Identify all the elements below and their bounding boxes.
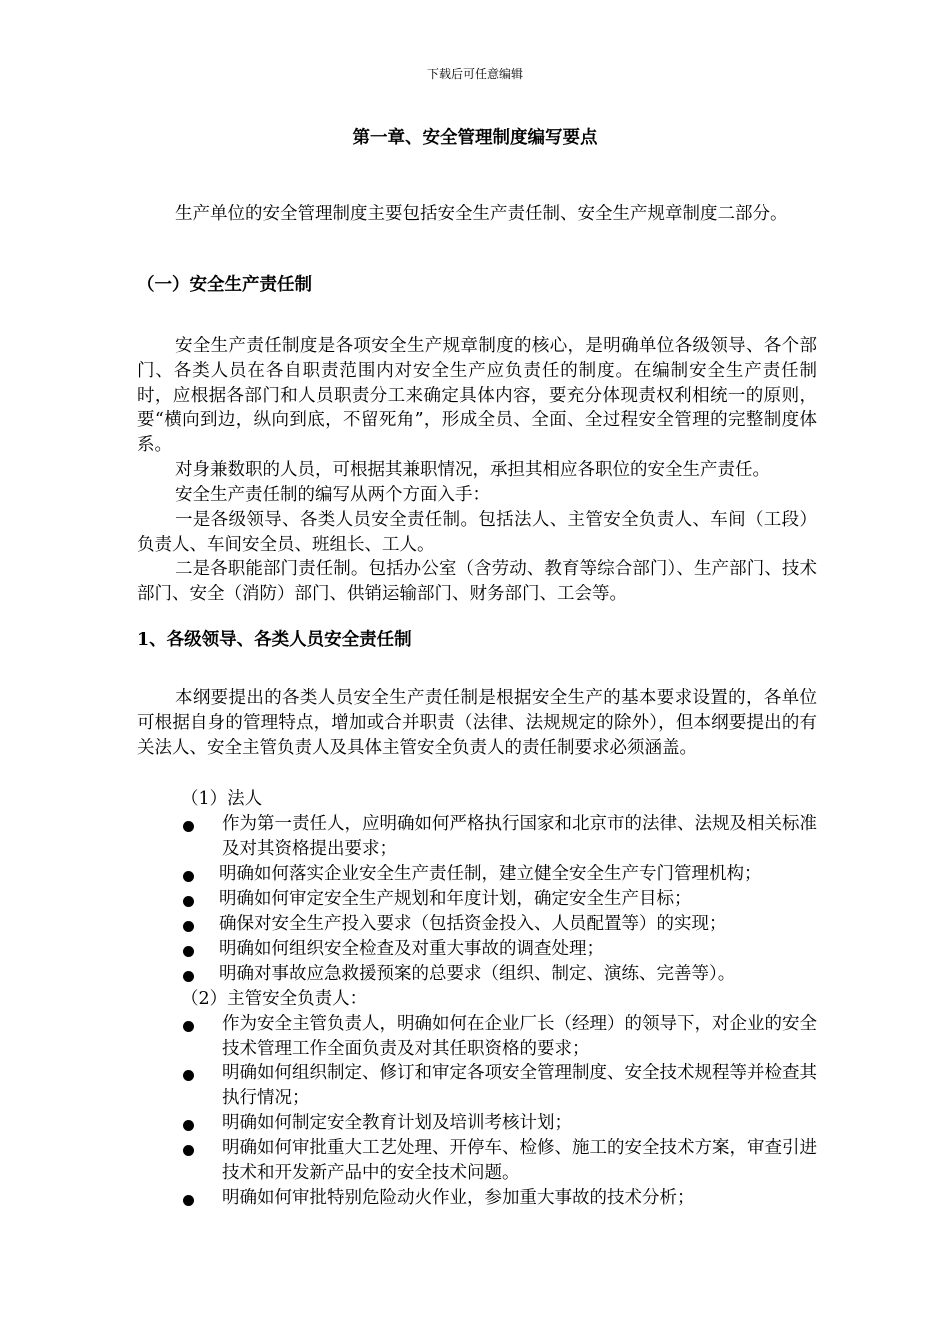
page-header: 下载后可任意编辑: [426, 67, 523, 81]
body-paragraph: 一是各级领导、各类人员安全责任制。包括法人、主管安全负责人、车间（工段）负责人、车间安全员、班组长、工人。: [137, 510, 817, 555]
bullet-icon: [183, 871, 194, 882]
bullet-icon: [183, 896, 194, 907]
bullet-icon: [183, 1120, 194, 1131]
subsection-label-legal-person: （1）法人: [181, 789, 263, 809]
document-page: 下载后可任意编辑 第一章、安全管理制度编写要点 生产单位的安全管理制度主要包括安全生产责任制、安全生产规章制度二部分。 （一）安全生产责任制 安全生产责任制度是各项安全生产规章制度的核心，是明确单位各级领导、各个部门、各类人员在各自职责范围内对安全生产应负责任的制度。在编制安全生产责任制时，应根据各部门和人员职责分工来确定具体内容，要充分体现责权利相统一的原则，要“横向到边，纵向到底，不留死角”，形成全员、全面、全过程安全管理的完整制度体系。 对身兼数职的人员，可根据其兼职情况，承担其相应各职位的安全生产责任。 安全生产责任制的编写从两个方面入手： 一是各级领导、各类人员安全责任制。包括法人、主管安全负责人、车间（工段）负责人、车间安全员、班组长、工人。 二是各职能部门责任制。包括办公室（含劳动、教育等综合部门）、生产部门、技术部门、安全（消防）部门、供销运输部门、财务部门、工会等。 1、各级领导、各类人员安全责任制 本纲要提出的各类人员安全生产责任制是根据安全生产的基本要求设置的，各单位可根据自身的管理特点，增加或合并职责（法律、法规规定的除外），但本纲要提出的有关法人、安全主管负责人及具体主管安全负责人的责任制要求必须涵盖。 （1）法人 作为第一责任人，应明确如何严格执行国家和北京市的法律、法规及相关标准及对其资格提出要求； 明确如何落实企业安全生产责任制，建立健全安全生产专门管理机构； 明确如何审定安全生产规划和年度计划，确定安全生产目标； 确保对安全生产投入要求（包括资金投入、人员配置等）的实现； 明确如何组织安全检查及对重大事故的调查处理； 明确对事故应急救援预案的总要求（组织、制定、演练、完善等）。 （2）主管安全负责人： 作为安全主管负责人，明确如何在企业厂长（经理）的领导下，对企业的安全技术管理工作全面负责及对其任职资格的要求； 明确如何组织制定、修订和审定各项安全管理制度、安全技术规程等并检查其执行情况； 明确如何制定安全教育计划及培训考核计划； 明确如何审批重大工艺处理、开停车、检修、施工的安全技术方案，审查引进技术和开发新产品中的安全技术问题。 明确如何审批特别危险动火作业，参加重大事故的技术分析；: [0, 0, 950, 1344]
body-paragraph: 对身兼数职的人员，可根据其兼职情况，承担其相应各职位的安全生产责任。: [175, 460, 770, 480]
bullet-icon: [183, 921, 194, 932]
body-paragraph: 安全生产责任制的编写从两个方面入手：: [175, 485, 490, 505]
bullet-icon: [183, 1145, 194, 1156]
bullet-icon: [183, 1070, 194, 1081]
bullet-icon: [183, 1021, 194, 1032]
subsection-label-safety-manager: （2）主管安全负责人：: [181, 989, 368, 1009]
bullet-icon: [183, 946, 194, 957]
chapter-title: 第一章、安全管理制度编写要点: [352, 128, 598, 148]
bullet-icon: [183, 1195, 194, 1206]
body-paragraph: 二是各职能部门责任制。包括办公室（含劳动、教育等综合部门）、生产部门、技术部门、安全（消防）部门、供销运输部门、财务部门、工会等。: [137, 559, 817, 604]
section-heading-responsibility-system: （一）安全生产责任制: [137, 275, 312, 295]
section-heading-personnel-responsibility: 1、各级领导、各类人员安全责任制: [137, 630, 412, 650]
bullet-icon: [183, 971, 194, 982]
intro-paragraph: 生产单位的安全管理制度主要包括安全生产责任制、安全生产规章制度二部分。: [175, 204, 788, 224]
body-paragraph: 安全生产责任制度是各项安全生产规章制度的核心，是明确单位各级领导、各个部门、各类人员在各自职责范围内对安全生产应负责任的制度。在编制安全生产责任制时，应根据各部门和人员职责分工来确定具体内容，要充分体现责权利相统一的原则，要“横向到边，纵向到底，不留死角”，形成全员、全面、全过程安全管理的完整制度体系。: [137, 336, 817, 456]
bullet-icon: [183, 821, 194, 832]
body-paragraph: 本纲要提出的各类人员安全生产责任制是根据安全生产的基本要求设置的，各单位可根据自身的管理特点，增加或合并职责（法律、法规规定的除外），但本纲要提出的有关法人、安全主管负责人及具体主管安全负责人的责任制要求必须涵盖。: [137, 688, 817, 758]
